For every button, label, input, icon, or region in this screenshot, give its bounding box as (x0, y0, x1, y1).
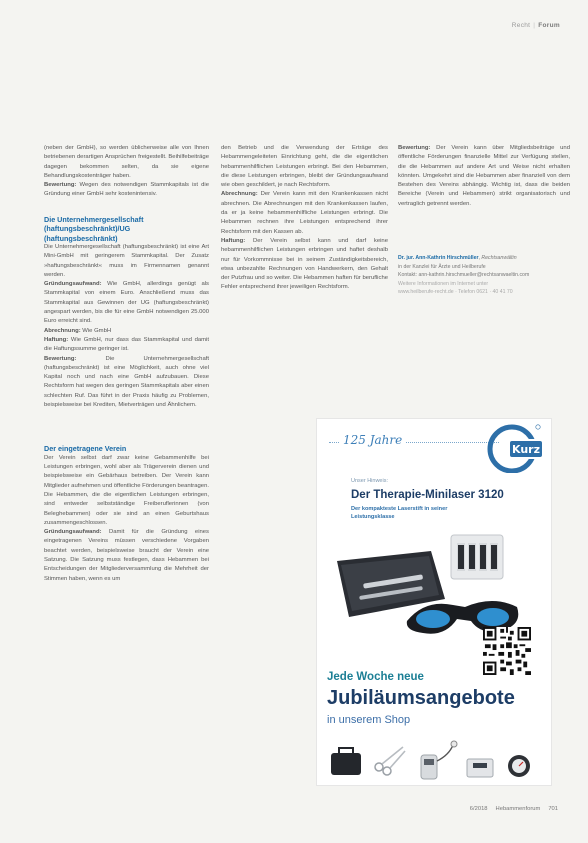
page-number: 701 (548, 806, 558, 812)
doppler-device-icon (421, 741, 457, 779)
association-assessment (398, 144, 570, 209)
column-1 (44, 144, 209, 584)
heading-ug-line2: (haftungsbeschränkt)/UG (44, 224, 131, 234)
running-head-section: Recht (511, 22, 531, 29)
running-head (512, 22, 560, 29)
ad-subtitle-line1: Der kompakteste Laserstift in seiner (351, 506, 448, 512)
ad-title: Der Therapie-Minilaser 3120 (351, 489, 504, 501)
anniversary-text: 125 Jahre (339, 433, 406, 447)
ug-liability (44, 336, 209, 355)
anniversary-banner (329, 433, 499, 451)
text-liability-assoc: Der Verein selbst kann und darf keine hebammenhilflichen Leistungen erbringen und haftet deshalb nur für Vorkommnisse bei in seinem Zuständigkeitsbereich, etwa unbezahlte Rechnungen von Handwerkern, den Gehalt der Putzfrau und so weiter. Die Hebammen haften für berufliche Fehler entsprechend ihrer jeweiligen Rechtsform. (221, 237, 388, 291)
scissors-icon (375, 747, 405, 775)
label-assessment-ug: Bewertung: (44, 355, 77, 362)
author-web: www.heilberufe-recht.de · Telefon 0621 · 40 41 70 (398, 289, 513, 296)
running-head-separator: | (533, 22, 536, 29)
product-strip (317, 735, 551, 785)
medical-bag-icon (331, 748, 361, 775)
association-billing (221, 190, 388, 236)
text-assessment-ug: Die Unternehmergesellschaft (haftungsbeschränkt) ist eine Möglichkeit, auch ohne viel Kapital noch und nach eine GmbH aufzubauen. Diese Rechtsform hat wegen des geringen Stammkapitals aber einen schlechten Ruf. Das führt in der Praxis häufig zu Problemen, beispielsweise bei Krediten, Mietverträgen und Ähnlichem. (44, 355, 209, 409)
association-description: Der Verein selbst darf zwar keine Gebammenhilfe bei Leistungen erbringen, wohl aber als Trägerverein dienen und beispielsweise ein Gebärhaus betreiben. Der Verein kann Mitglieder aufnehmen und öffentliche Förderungen beantragen. Die Hebammen, die die eigentlichen Leistungen erbringen, sind entweder selbstständige Freiberuflerinnen (von Beleghebammen) oder sie sind an einen Geburtshaus zusammengeschlossen. (44, 454, 209, 526)
ug-assessment (44, 355, 209, 411)
label-billing-assoc: Abrechnung: (221, 191, 258, 198)
col2-intro: den Betrieb und die Verwendung der Erträge des Hebammengeleiteten Einrichtung geht, die die eigentlichen hebammenhilflichen Leistungen erbringt. Bei den Hebammen, die diese Leistungen erbringen, bleibt der Gründungsaufwand wie oben geschildert, je nach Rechtsform. (221, 145, 388, 189)
ad-subtitle (351, 505, 521, 521)
author-line2: in der Kanzlei für Ärzte und Heilberufe (398, 263, 486, 270)
association-founding (44, 528, 209, 584)
ad-weekly-offer: Jede Woche neue (327, 671, 424, 683)
author-contact: Kontakt: ann-kathrin.hirschmueller@rechtsanwaeltin.com (398, 272, 530, 279)
ug-description: Die Unternehmergesellschaft (haftungsbeschränkt) ist eine Art Mini-GmbH mit geringerem Stammkapital. Der Zusatz »haftungsbeschränkt« muss im Firmennamen genannt werden. (44, 244, 209, 278)
ad-headline: Jubiläumsangebote (327, 687, 515, 709)
laser-product-image (333, 521, 537, 639)
magazine-name: Hebammenforum (495, 806, 541, 812)
battery-charger-icon (451, 535, 503, 579)
heading-association: Der eingetragene Verein (44, 444, 127, 454)
qr-code-icon[interactable] (483, 627, 531, 675)
author-role: Rechtsanwältin (481, 255, 517, 262)
label-liability-assoc: Haftung: (221, 237, 246, 244)
heading-ug-line3: (haftungsbeschränkt) (44, 233, 118, 243)
label-liability: Haftung: (44, 336, 69, 343)
text-assessment: Wegen des notwendigen Stammkapitals ist die Gründung einer GmbH sehr kostenintensiv. (44, 182, 209, 198)
kurz-logo (485, 421, 543, 473)
heading-ug-line1: Die Unternehmergesellschaft (44, 214, 144, 224)
author-box: Dr. jur. Ann-Kathrin Hirschmüller, Rechtsanwältin in der Kanzlei für Ärzte und Heilberufe Kontakt: ann-kathrin.hirschmueller@rechtsanwaeltin.com Weitere Informationen im Internet unter www.heilberufe-recht.de · Telefon 0621 · 40 41 70 (398, 254, 570, 297)
column-3 (398, 144, 570, 297)
text-founding-assoc: Damit für die Gründung eines eingetragenen Vereins müssen verschiedene Vorgaben beachtet werden, beispielsweise braucht der Verein eine Satzung. Die Satzung muss festlegen, dass Hebammen bei Entscheidungen der Mitgliederversammlung die Mehrheit der Stimmen haben, wenn es um (44, 529, 209, 582)
author-info: Weitere Informationen im Internet unter (398, 280, 489, 287)
running-head-label: Forum (538, 22, 560, 29)
column-2 (221, 144, 388, 293)
text-founding: Wie GmbH, allerdings genügt als Stammkapital von einem Euro. Anschließend muss das Stammkapital aus Gewinnen der UG (haftungsbeschränkt) angespart werden, bis die für eine GmbH notwendigen 25.000 Euro erreicht sind. (44, 281, 210, 325)
issue-number: 6/2018 (469, 806, 488, 812)
kurz-logo-text: Kurz (512, 443, 540, 456)
col1-assessment-gmbh (44, 181, 209, 200)
heading-ug (44, 215, 209, 243)
folio (470, 806, 558, 812)
label-founding: Gründungsaufwand: (44, 281, 102, 288)
advertisement (316, 418, 552, 786)
text-billing: Wie GmbH (82, 327, 112, 334)
label-assessment-assoc: Bewertung: (398, 145, 431, 151)
text-billing-assoc: Der Verein kann mit den Krankenkassen nicht abrechnen. Die Abrechnungen mit den Krankenkassen laufen, da er ja keine hebammenhilfliche Leistungen erbringt. Die Hebammen rechnen ihre Leistungen entsprechend ihrer Rechtsform mit den Kassen ab. (221, 191, 388, 235)
label-assessment: Bewertung: (44, 182, 77, 189)
label-founding-assoc: Gründungsaufwand: (44, 529, 102, 536)
ad-shop-link[interactable]: in unserem Shop (327, 714, 411, 726)
text-liability: Wie GmbH, nur dass das Stammkapital und damit die Haftungssumme geringer ist. (44, 336, 209, 353)
association-liability (221, 237, 388, 293)
label-billing: Abrechnung: (44, 327, 81, 334)
blood-pressure-icon (508, 755, 530, 777)
author-name: Dr. jur. Ann-Kathrin Hirschmüller (398, 255, 479, 262)
ad-subtitle-line2: Leistungsklasse (351, 514, 395, 520)
ug-billing (44, 327, 209, 336)
baby-scale-icon (467, 759, 493, 777)
text-assessment-assoc: Der Verein kann über Mitgliedsbeiträge und öffentliche Förderungen finanzielle Mittel zur Verfügung stellen, die die Hebammen auf andere Art und Weise nicht erhalten könnten. Umgekehrt sind die Hebammen aber finanziell von dem Bestehen des Vereins abhängig. Wichtig ist, dass die beiden Bereiche (Verein und Hebammen) strikt organisatorisch und vertraglich getrennt werden. (398, 145, 570, 207)
ad-intro: Unser Hinweis: (351, 478, 388, 484)
ug-founding (44, 280, 209, 326)
col1-intro: (neben der GmbH), so werden üblicherweise alle von Ihnen betriebenen derartigen Ansprüchen freigestellt. Beihilfebeiträge dagegen bekommen selten, da sie eigene Behandlungskostenträger haben. (44, 145, 209, 179)
